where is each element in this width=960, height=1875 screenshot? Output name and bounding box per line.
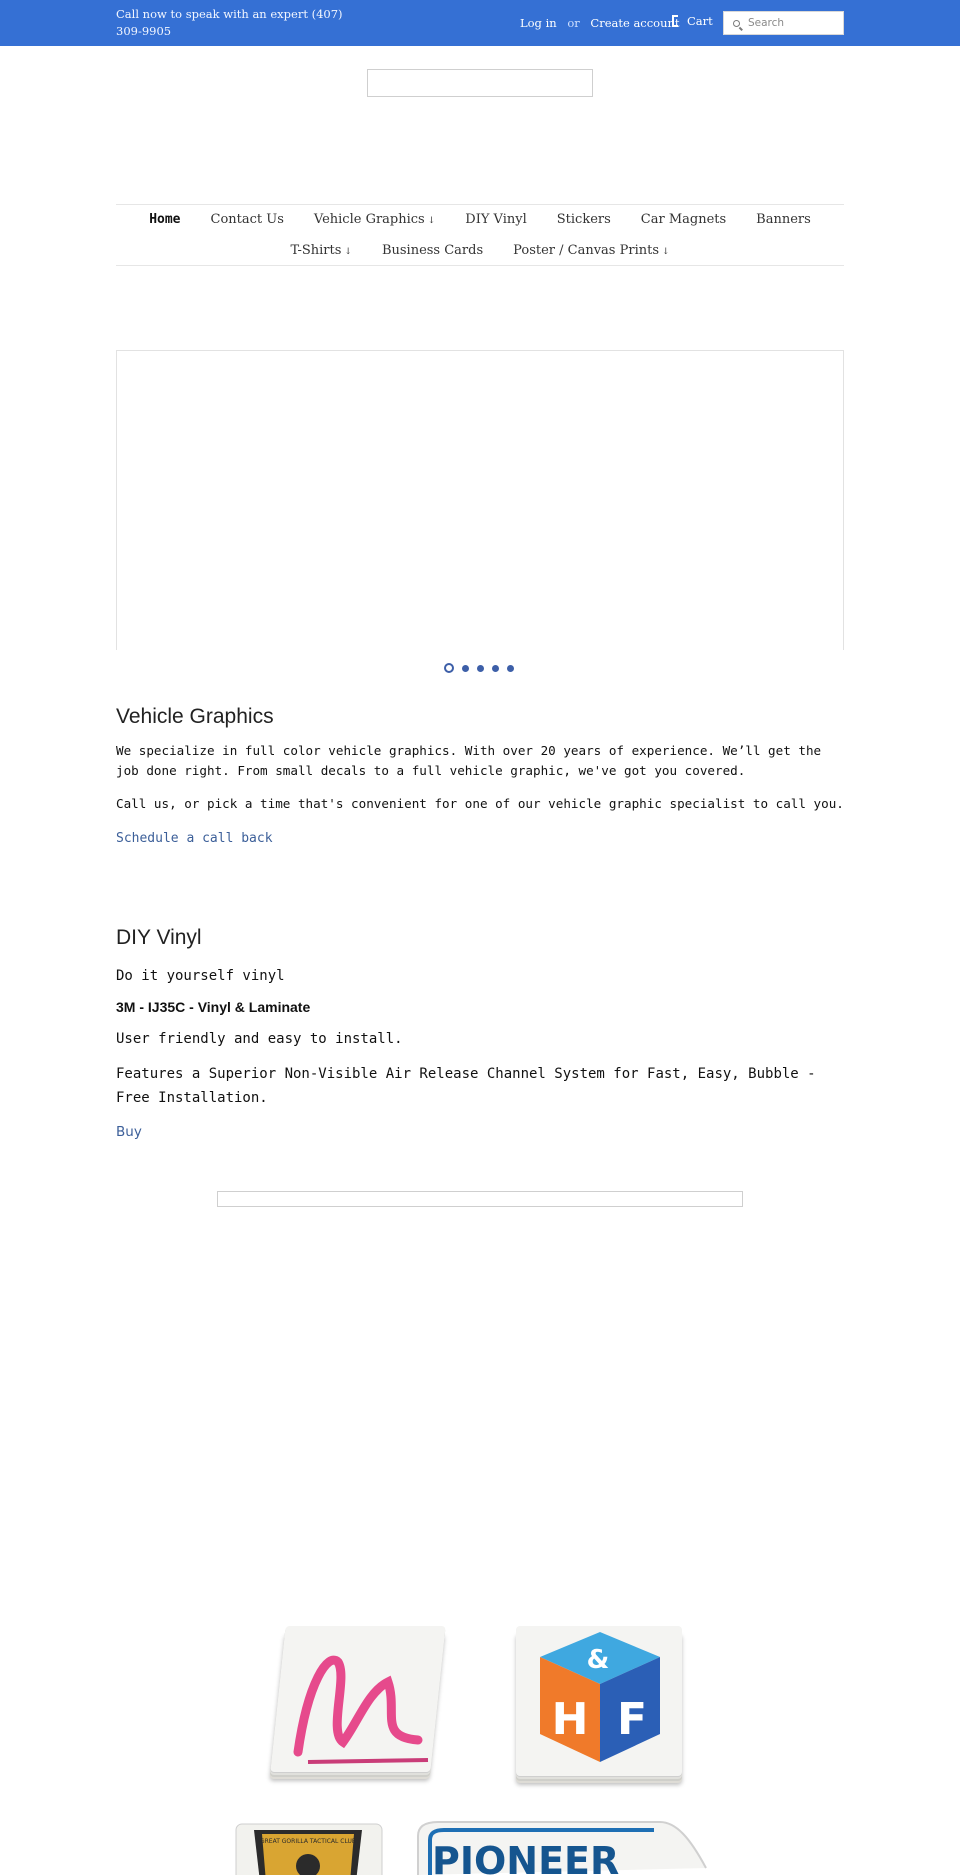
cart-icon [672,15,678,27]
feature-line: User friendly and easy to install. [116,1031,403,1047]
phone-callout: Call now to speak with an expert (407) 309-9905 [116,7,343,38]
cube-letter-h: H [551,1694,589,1745]
section-title: DIY Vinyl [116,926,202,949]
account-links [520,16,680,30]
or-separator: or [567,16,580,30]
cube-letter-amp: & [586,1645,610,1675]
caret-down-icon: ↓ [662,247,670,257]
create-account-link[interactable]: Create account [590,16,680,30]
top-bar [0,0,960,46]
hf-cube-graphic [510,1622,690,1782]
section-title: Vehicle Graphics [116,705,274,728]
nav-item-car-magnets[interactable]: Car Magnets [640,212,727,227]
nav-item-home[interactable]: Home [149,212,181,227]
slider-dot-5[interactable] [507,665,514,672]
search-input[interactable] [748,14,840,32]
main-nav [116,204,844,266]
gorilla-badge-graphic [232,1822,384,1875]
login-link[interactable]: Log in [520,16,557,30]
vehicle-graphics-section [116,705,844,846]
sticker-product-pink[interactable] [268,1622,448,1782]
caret-down-icon: ↓ [427,216,436,226]
pioneer-text: PIONEER [432,1839,620,1875]
nav-item-banners[interactable]: Banners [756,212,811,227]
cube-letter-f: F [616,1694,648,1745]
nav-row-2 [116,243,844,258]
slider-dot-4[interactable] [492,665,499,672]
slider-dot-2[interactable] [462,665,469,672]
slider-dot-1[interactable] [444,663,454,673]
site-logo[interactable] [367,69,593,97]
schedule-call-back-link[interactable]: Schedule a call back [116,831,273,846]
nav-item-vehicle-graphics[interactable]: Vehicle Graphics ↓ [313,212,436,227]
nav-item-diy-vinyl[interactable]: DIY Vinyl [465,212,527,227]
nav-item-contact-us[interactable]: Contact Us [210,212,284,227]
sticker-product-pioneer[interactable] [414,1818,710,1875]
slider-dots [444,663,522,673]
product-name: 3M - IJ35C - Vinyl & Laminate [116,999,311,1015]
hero-slider[interactable] [116,350,844,650]
nav-item-poster-canvas-prints[interactable]: Poster / Canvas Prints ↓ [513,243,670,258]
search-box [723,11,844,35]
sticker-product-gorilla[interactable] [232,1822,384,1875]
cart-label: Cart [687,14,713,28]
caret-down-icon: ↓ [344,247,352,257]
buy-link[interactable]: Buy [116,1124,142,1140]
section-paragraph: We specialize in full color vehicle graphics. With over 20 years of experience. We’ll get the job done right. From small decals to a full vehicle graphic, we've got you covered. [116,743,822,778]
nav-item-stickers[interactable]: Stickers [556,212,611,227]
image-placeholder-bar [217,1191,743,1207]
nav-item-business-cards[interactable]: Business Cards [381,243,484,258]
nav-item-t-shirts[interactable]: T-Shirts ↓ [290,243,352,258]
badge-text: GREAT GORILLA TACTICAL CLUB [259,1838,357,1845]
search-icon[interactable] [733,20,740,27]
cart-link[interactable] [672,14,713,28]
diy-vinyl-section [116,926,844,1140]
pioneer-logo-graphic [414,1818,710,1875]
section-paragraph: Call us, or pick a time that's convenient for one of our vehicle graphic specialist to call you. [116,796,844,811]
sticker-product-hf[interactable] [510,1622,690,1782]
nav-row-1 [116,212,844,227]
diy-subtitle: Do it yourself vinyl [116,968,285,984]
feature-line: Features a Superior Non-Visible Air Release Channel System for Fast, Easy, Bubble - Free Installation. [116,1066,816,1106]
slider-dot-3[interactable] [477,665,484,672]
